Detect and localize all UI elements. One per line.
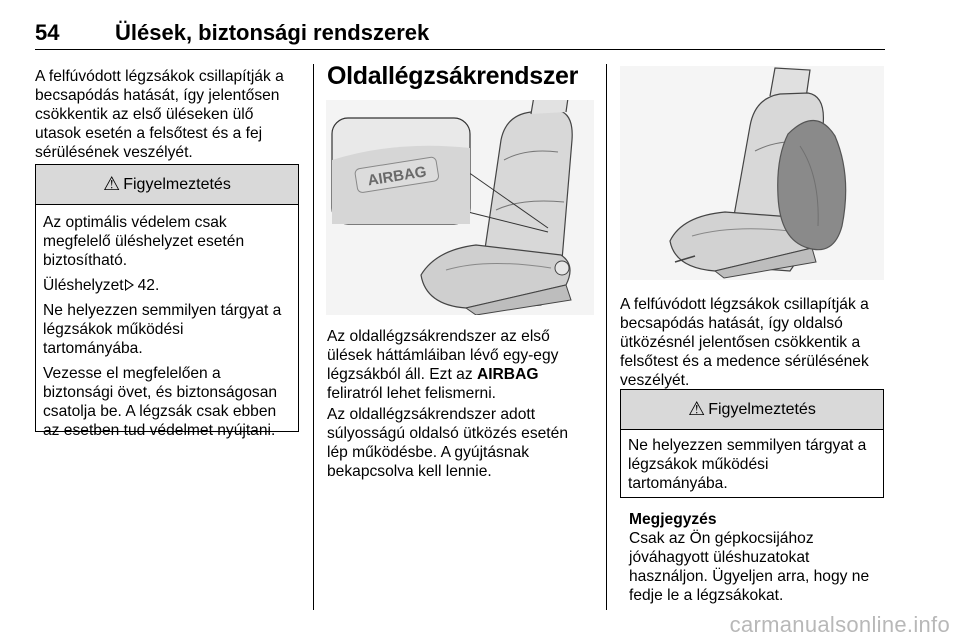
warning-text-4: Vezesse el megfelelően a biztonsági övet, és biztonságosan csatolja be. A légzsák csak ebben az esetben tud védelmet nyújtani. <box>43 365 278 439</box>
warning-title: Figyelmeztetés <box>708 400 816 418</box>
warning-text-3: Ne helyezzen semmilyen tárgyat a légzsákok működési tartományába. <box>43 302 282 357</box>
seat-position-reference[interactable]: Üléshelyzet 42. <box>43 277 160 294</box>
side-airbag-description: Az oldallégzsákrendszer az első ülések háttámláiban lévő egy-egy légzsákból áll. Ezt az AIRBAG feliratról lehet felismerni. <box>327 328 559 402</box>
warning-header <box>621 390 883 430</box>
watermark: carmanualsonline.info <box>729 612 950 637</box>
warning-triangle-icon: ⚠ <box>103 174 121 195</box>
intro-paragraph: A felfúvódott légzsákok csillapítják a becsapódás hatását, így jelentősen csökkentik az első üléseken ülő utasok esetén a felsőtest és a fej sérülésének veszélyét. <box>35 68 284 161</box>
page-number: 54 <box>35 20 60 45</box>
deployed-airbag-shape <box>778 120 846 249</box>
seat-airbag-label-illustration <box>326 100 594 315</box>
note-title: Megjegyzés <box>629 511 717 528</box>
warning-text-1: Az optimális védelem csak megfelelő üléshelyzet esetén biztosítható. <box>43 214 245 269</box>
note-block: Megjegyzés Csak az Ön gépkocsijához jóváhagyott üléshuzatokat használjon. Ügyeljen arra, hogy ne fedje le a légzsákokat. <box>629 510 889 605</box>
chapter-title: Ülések, biztonsági rendszerek <box>115 20 430 45</box>
airbag-label-text: AIRBAG <box>366 163 428 190</box>
warning-box-2 <box>620 389 884 498</box>
side-airbag-effect: A felfúvódott légzsákok csillapítják a becsapódás hatását, így oldalsó ütközésnél jelentősen csökkentik a felsőtest és a medence sérülésének veszélyét. <box>620 296 869 389</box>
page-reference-arrow-icon <box>126 279 134 291</box>
warning-triangle-icon: ⚠ <box>688 399 706 420</box>
warning-body: Ne helyezzen semmilyen tárgyat a légzsákok működési tartományába. <box>628 437 867 492</box>
column-divider-2 <box>606 64 607 610</box>
side-airbag-deployed-illustration <box>620 66 884 280</box>
page-header <box>35 18 885 50</box>
airbag-keyword: AIRBAG <box>476 366 539 383</box>
warning-body <box>36 205 298 440</box>
warning-header <box>36 165 298 205</box>
warning-box-1 <box>35 164 299 439</box>
column-divider-1 <box>313 64 314 610</box>
warning-title: Figyelmeztetés <box>123 175 231 193</box>
section-title: Oldallégzsákrendszer <box>327 62 579 90</box>
side-airbag-activation: Az oldallégzsákrendszer adott súlyosságú oldalsó ütközés esetén lép működésbe. A gyújtásnak bekapcsolva kell lennie. <box>327 406 568 480</box>
